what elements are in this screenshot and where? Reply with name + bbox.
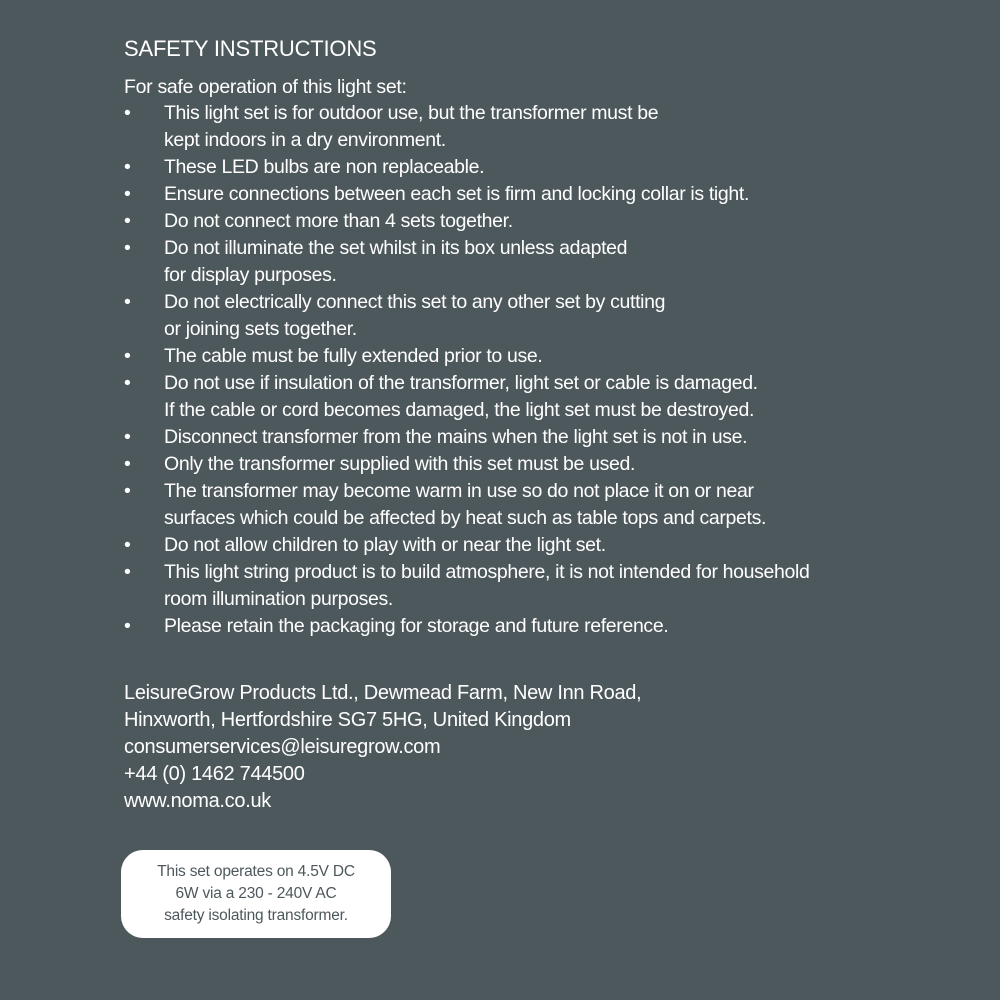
website-url: www.noma.co.uk [124,790,271,812]
instruction-text: • Do not connect more than 4 sets together. [164,210,513,232]
instruction-text: • This light set is for outdoor use, but the transformer must be [164,102,659,124]
address-line-1: LeisureGrow Products Ltd., Dewmead Farm, New Inn Road, [124,682,642,704]
instruction-text: • Ensure connections between each set is firm and locking collar is tight. [164,183,750,205]
instruction-text: kept indoors in a dry environment. [164,129,446,151]
instruction-text: • Only the transformer supplied with this set must be used. [164,453,636,475]
instruction-item [124,181,964,208]
instruction-item [124,613,964,640]
instruction-text: for display purposes. [164,264,337,286]
instruction-item [124,208,964,235]
instruction-item [124,451,964,478]
phone-number: +44 (0) 1462 744500 [124,763,305,785]
spec-line-2: 6W via a 230 - 240V AC [175,885,337,902]
contact-block [124,680,641,815]
instruction-text: • Do not electrically connect this set to any other set by cutting [164,291,666,313]
address-line-2: Hinxworth, Hertfordshire SG7 5HG, United Kingdom [124,709,571,731]
spec-line-3: safety isolating transformer. [164,907,348,924]
spec-label-box [121,850,391,938]
instruction-item [124,559,964,613]
spec-line-1: This set operates on 4.5V DC [157,863,355,880]
instruction-text: • The cable must be fully extended prior to use. [164,345,543,367]
instruction-text: • Do not allow children to play with or near the light set. [164,534,606,556]
instruction-text: room illumination purposes. [164,588,393,610]
instruction-text: • These LED bulbs are non replaceable. [164,156,485,178]
intro-text: For safe operation of this light set: [124,76,407,98]
instruction-text: • Disconnect transformer from the mains when the light set is not in use. [164,426,748,448]
instruction-item [124,370,964,424]
email-address: consumerservices@leisuregrow.com [124,736,441,758]
instruction-item [124,424,964,451]
instruction-item [124,289,964,343]
instruction-item [124,154,964,181]
instruction-text: • Do not illuminate the set whilst in its box unless adapted [164,237,628,259]
instruction-item [124,532,964,559]
instruction-item [124,100,964,154]
instruction-text: • Do not use if insulation of the transformer, light set or cable is damaged. [164,372,758,394]
instruction-text: • The transformer may become warm in use so do not place it on or near [164,480,754,502]
instruction-text: If the cable or cord becomes damaged, the light set must be destroyed. [164,399,755,421]
page-title: SAFETY INSTRUCTIONS [124,36,377,61]
instructions-list [124,100,964,640]
instruction-text: • This light string product is to build atmosphere, it is not intended for household [164,561,810,583]
instruction-text: • Please retain the packaging for storage and future reference. [164,615,669,637]
instruction-item [124,343,964,370]
instruction-text: surfaces which could be affected by heat such as table tops and carpets. [164,507,767,529]
instruction-item [124,478,964,532]
instruction-text: or joining sets together. [164,318,357,340]
instruction-item [124,235,964,289]
